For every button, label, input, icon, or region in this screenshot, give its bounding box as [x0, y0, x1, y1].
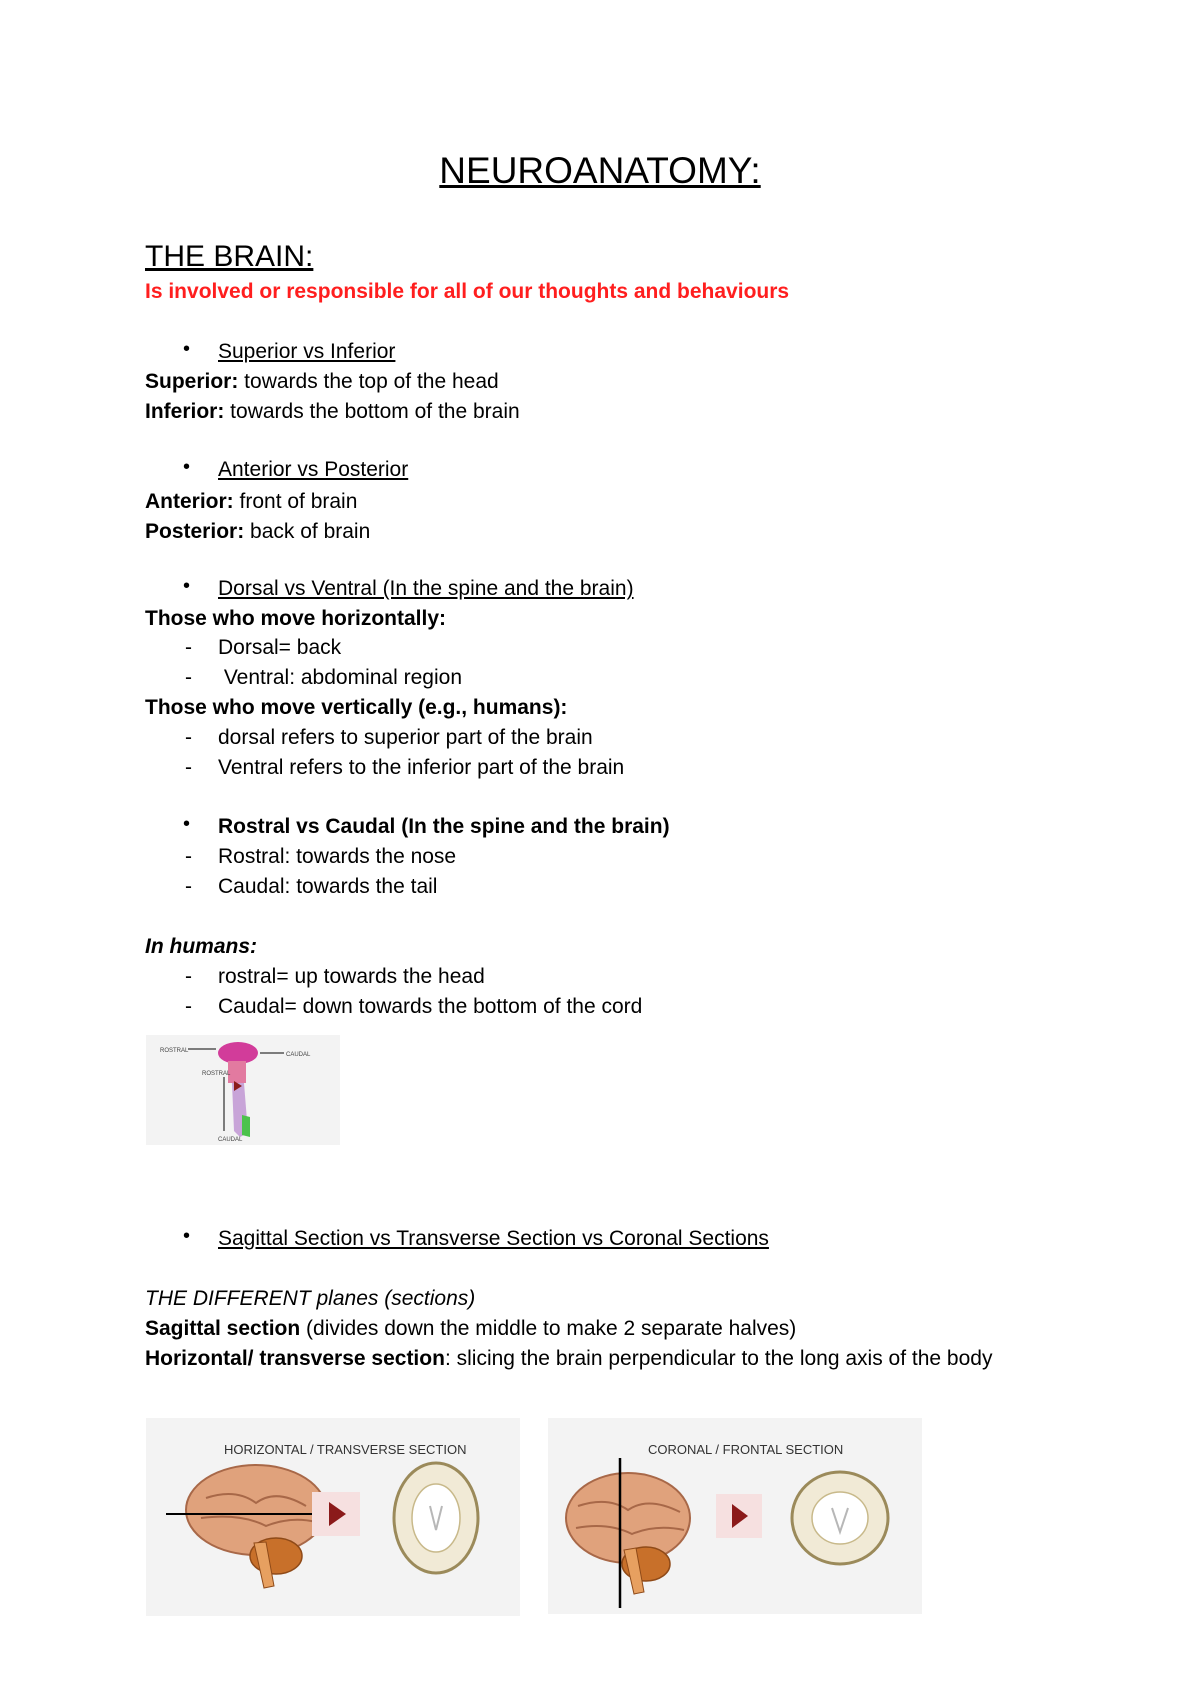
inferior-term: Inferior: — [145, 400, 225, 423]
anterior-def: front of brain — [233, 490, 358, 513]
superior-line — [145, 370, 499, 394]
figure-label: CAUDAL — [286, 1052, 311, 1058]
anterior-term: Anterior: — [145, 490, 234, 513]
dash: - — [185, 636, 192, 659]
figure-label: CAUDAL — [218, 1137, 243, 1143]
cauda-shape — [242, 1115, 250, 1137]
dash: - — [185, 666, 192, 689]
sagittal-line — [145, 1317, 796, 1341]
sagittal-def: (divides down the middle to make 2 separate halves) — [300, 1317, 797, 1340]
posterior-def: back of brain — [244, 520, 371, 543]
list-item: Ventral: abdominal region — [218, 666, 462, 689]
in-humans-label: In humans: — [145, 935, 258, 958]
list-item: Ventral refers to the inferior part of the brain — [218, 756, 625, 779]
list-item: Rostral: towards the nose — [218, 845, 457, 868]
list-item: Caudal= down towards the bottom of the cord — [218, 995, 643, 1018]
page-title: NEUROANATOMY: — [439, 150, 761, 191]
posterior-line — [145, 520, 370, 544]
coronal-section-figure — [548, 1418, 922, 1614]
slice-inner — [812, 1492, 868, 1544]
transverse-diagram — [146, 1418, 520, 1616]
bullet: • — [183, 813, 191, 835]
brain-shape — [218, 1042, 258, 1064]
list-item: rostral= up towards the head — [218, 965, 485, 988]
dorsal-ventral-heading: Dorsal vs Ventral (In the spine and the brain) — [218, 577, 634, 600]
dash: - — [185, 965, 192, 988]
bullet: • — [183, 456, 191, 478]
bullet: • — [183, 575, 191, 597]
anterior-posterior-heading: Anterior vs Posterior — [218, 458, 409, 481]
horizontal-line — [145, 1347, 992, 1371]
figure-caption: CORONAL / FRONTAL SECTION — [648, 1442, 844, 1457]
vertical-movers-label: Those who move vertically (e.g., humans): — [145, 696, 568, 719]
superior-inferior-heading: Superior vs Inferior — [218, 340, 396, 363]
rostral-caudal-heading: Rostral vs Caudal (In the spine and the brain) — [218, 815, 670, 838]
horizontal-term: Horizontal/ transverse section — [145, 1347, 445, 1370]
list-item: Dorsal= back — [218, 636, 342, 659]
posterior-term: Posterior: — [145, 520, 245, 543]
dash: - — [185, 756, 192, 779]
brainstem-shape — [228, 1061, 246, 1083]
superior-term: Superior: — [145, 370, 239, 393]
list-item: Caudal: towards the tail — [218, 875, 438, 898]
figure-label: ROSTRAL — [160, 1048, 189, 1054]
coronal-diagram — [548, 1418, 922, 1614]
rostral-caudal-diagram — [146, 1035, 340, 1145]
inferior-line — [145, 400, 520, 424]
figure-label: ROSTRAL — [202, 1071, 231, 1077]
horizontal-def: : slicing the brain perpendicular to the long axis of the body — [444, 1347, 993, 1370]
superior-def: towards the top of the head — [238, 370, 499, 393]
dash: - — [185, 875, 192, 898]
section-title: THE BRAIN: — [145, 240, 314, 273]
brain-shape — [186, 1465, 326, 1555]
planes-label: THE DIFFERENT planes (sections) — [145, 1287, 476, 1310]
list-item: dorsal refers to superior part of the brain — [218, 726, 593, 749]
intro-text: Is involved or responsible for all of our thoughts and behaviours — [145, 280, 790, 303]
sagittal-term: Sagittal section — [145, 1317, 301, 1340]
dash: - — [185, 845, 192, 868]
bullet: • — [183, 1225, 191, 1247]
rostral-caudal-figure — [146, 1035, 340, 1145]
sections-heading: Sagittal Section vs Transverse Section vs Coronal Sections — [218, 1227, 769, 1250]
dash: - — [185, 726, 192, 749]
anterior-line — [145, 490, 357, 514]
figure-caption: HORIZONTAL / TRANSVERSE SECTION — [224, 1442, 467, 1457]
horizontal-movers-label: Those who move horizontally: — [145, 607, 447, 630]
slice-inner — [412, 1484, 460, 1552]
inferior-def: towards the bottom of the brain — [224, 400, 520, 423]
transverse-section-figure — [146, 1418, 520, 1616]
dash: - — [185, 995, 192, 1018]
bullet: • — [183, 338, 191, 360]
